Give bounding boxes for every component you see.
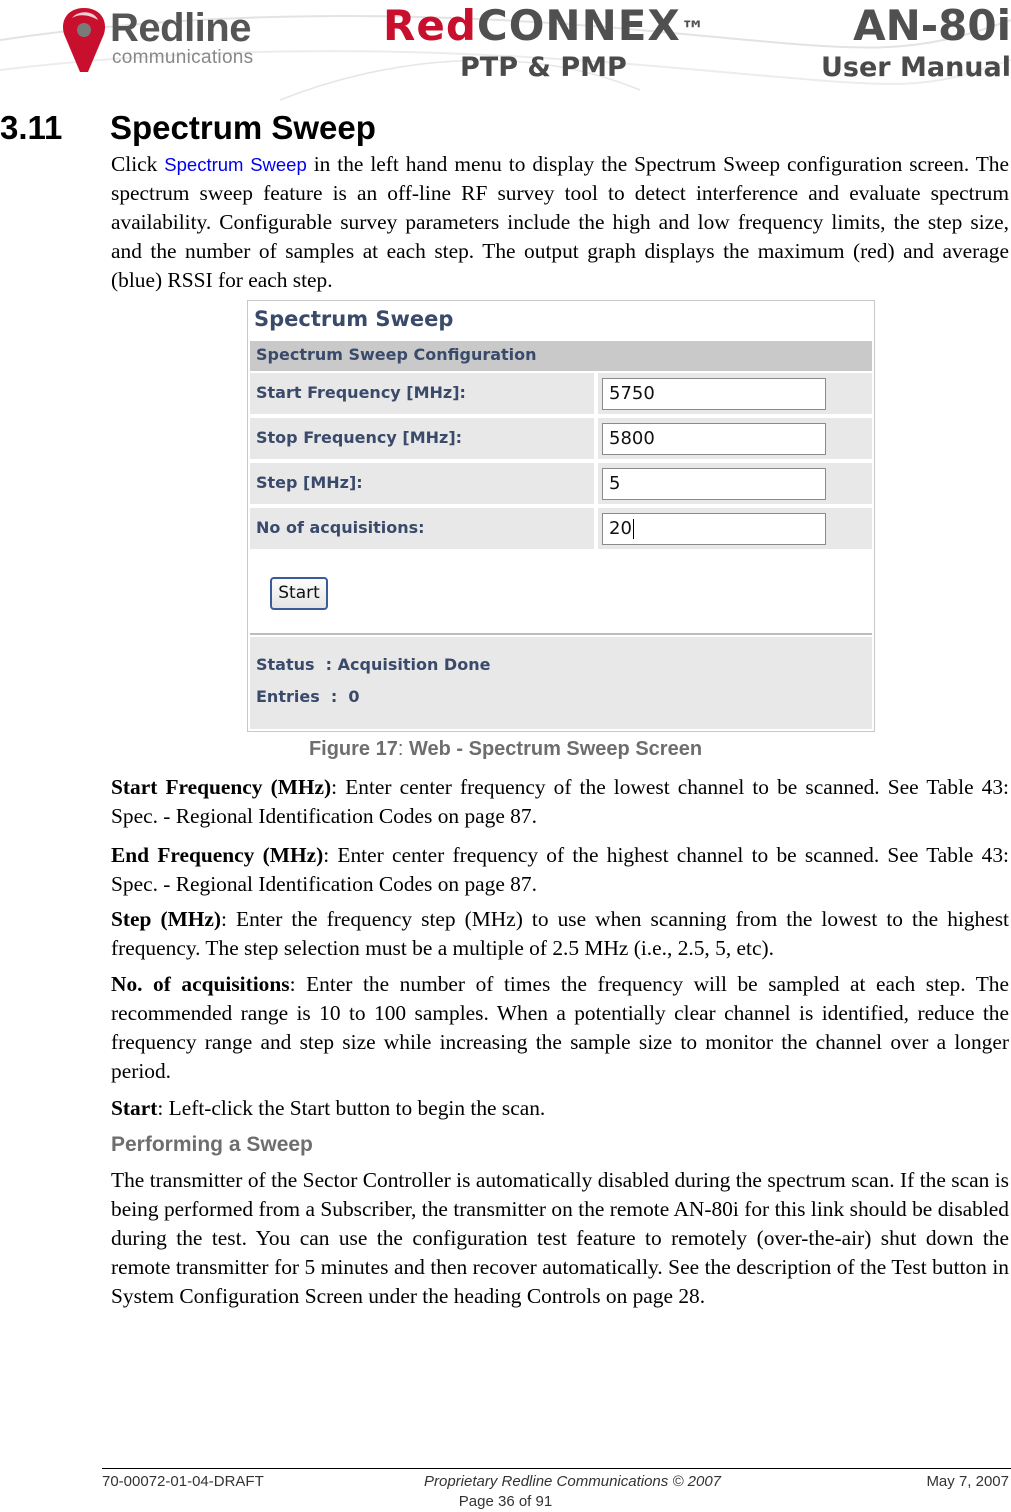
- brand-dark-part: CONNEX: [476, 1, 681, 50]
- footer-date: May 7, 2007: [926, 1473, 1009, 1490]
- footer-page-number: Page 36 of 91: [458, 1493, 553, 1510]
- redline-logo: [58, 4, 278, 84]
- document-type: User Manual: [820, 52, 1011, 83]
- entries-line: Entries : 0: [256, 687, 360, 706]
- definition-start-frequency: [111, 773, 1009, 831]
- stop-frequency-row: [250, 418, 872, 459]
- figure-caption-text: Web - Spectrum Sweep Screen: [403, 738, 703, 760]
- acquisitions-row: [250, 508, 872, 549]
- footer-copyright: Proprietary Redline Communications © 2007: [424, 1473, 722, 1490]
- brand-red-part: Red: [383, 1, 477, 50]
- subsection-heading: Performing a Sweep: [111, 1133, 313, 1156]
- page-header: [0, 0, 1011, 104]
- brand-trademark: ™: [680, 16, 706, 44]
- intro-click-word: Click: [111, 152, 158, 176]
- status-panel: [250, 637, 872, 729]
- config-header-bar: [250, 341, 872, 371]
- footer-rule: [102, 1468, 1011, 1469]
- row-divider: [594, 508, 598, 549]
- definition-end-frequency: [111, 841, 1009, 899]
- section-heading: [0, 108, 376, 148]
- stop-frequency-input[interactable]: 5800: [602, 423, 826, 455]
- acquisitions-input[interactable]: [602, 513, 826, 545]
- definition-step: [111, 905, 1009, 963]
- figure-caption: [0, 738, 1011, 761]
- stop-frequency-label: Stop Frequency [MHz]:: [256, 428, 463, 447]
- spectrum-sweep-screenshot: [247, 300, 875, 732]
- acquisitions-label: No of acquisitions:: [256, 518, 425, 537]
- intro-text: in the left hand menu to display the Spectrum Sweep configuration screen. The spectrum sweep feature is an off-line RF survey tool to detect interference and evaluate spectrum availability. Configurable survey parameters include the high and low frequency limits, the step size, and the number of samples at each step. The output graph displays the maximum (red) and average (blue) RSSI for each step.: [111, 152, 1010, 292]
- definition-text: : Left-click the Start button to begin the scan.: [157, 1096, 546, 1120]
- definition-text: : Enter the number of times the frequency will be sampled at each step. The recommended range is 10 to 100 samples. When a potentially clear channel is identified, reduce the frequency range and step size while increasing the sample size to monitor the channel over a longer period.: [111, 972, 1009, 1083]
- definition-text: : Enter the frequency step (MHz) to use when scanning from the lowest to the highest frequency. The step selection must be a multiple of 2.5 MHz (i.e., 2.5, 5, etc).: [111, 907, 1009, 960]
- spectrum-sweep-menu-reference: Spectrum Sweep: [164, 154, 307, 175]
- definition-text: : Enter center frequency of the lowest channel to be scanned. See Table 43: Spec. - Regional Identification Codes on page 87.: [111, 775, 1010, 828]
- start-button[interactable]: Start: [270, 577, 328, 610]
- start-frequency-row: [250, 373, 872, 414]
- intro-paragraph: [111, 150, 1009, 295]
- status-separator: [250, 633, 872, 635]
- product-line: PTP & PMP: [460, 52, 627, 83]
- step-label: Step [MHz]:: [256, 473, 363, 492]
- footer-doc-id: 70-00072-01-04-DRAFT: [102, 1473, 264, 1490]
- logo-wordmark: Redline: [110, 6, 251, 50]
- acquisitions-value: 20: [609, 518, 632, 539]
- definition-text: : Enter center frequency of the highest channel to be scanned. See Table 43: Spec. - Regional Identification Codes on page 87.: [111, 843, 1009, 896]
- definition-term: End Frequency (MHz): [111, 843, 324, 867]
- definition-term: No. of acquisitions: [111, 972, 290, 996]
- screen-title: Spectrum Sweep: [254, 307, 454, 331]
- definition-term: Step (MHz): [111, 907, 222, 931]
- definition-term: Start Frequency (MHz): [111, 775, 332, 799]
- redline-logo-mark-icon: [58, 6, 110, 76]
- step-input[interactable]: 5: [602, 468, 826, 500]
- definition-acquisitions: [111, 970, 1009, 1086]
- logo-subtitle: communications: [112, 47, 254, 68]
- product-model: AN-80i: [853, 1, 1011, 50]
- start-frequency-label: Start Frequency [MHz]:: [256, 383, 466, 402]
- start-frequency-input[interactable]: 5750: [602, 378, 826, 410]
- section-number: 3.11: [0, 109, 63, 146]
- product-brand: [383, 2, 706, 50]
- definition-start: [111, 1094, 1009, 1123]
- step-row: [250, 463, 872, 504]
- status-line: Status : Acquisition Done: [256, 655, 491, 674]
- row-divider: [594, 373, 598, 414]
- text-caret: [633, 519, 634, 539]
- section-title: Spectrum Sweep: [110, 109, 376, 146]
- config-header-label: Spectrum Sweep Configuration: [256, 345, 537, 364]
- definition-term: Start: [111, 1096, 158, 1120]
- figure-separator: :: [397, 738, 404, 760]
- row-divider: [594, 463, 598, 504]
- row-divider: [594, 418, 598, 459]
- subsection-paragraph: The transmitter of the Sector Controller is automatically disabled during the spectrum scan. If the scan is being performed from a Subscriber, the transmitter on the remote AN-80i for this link should be disabled during the test. You can use the configuration test feature to remotely (over-the-air) shut down the remote transmitter for 5 minutes and then recover automatically. See the description of the Test button in System Configuration Screen under the heading Controls on page 28.: [111, 1168, 1009, 1308]
- figure-label: Figure 17: [308, 738, 398, 760]
